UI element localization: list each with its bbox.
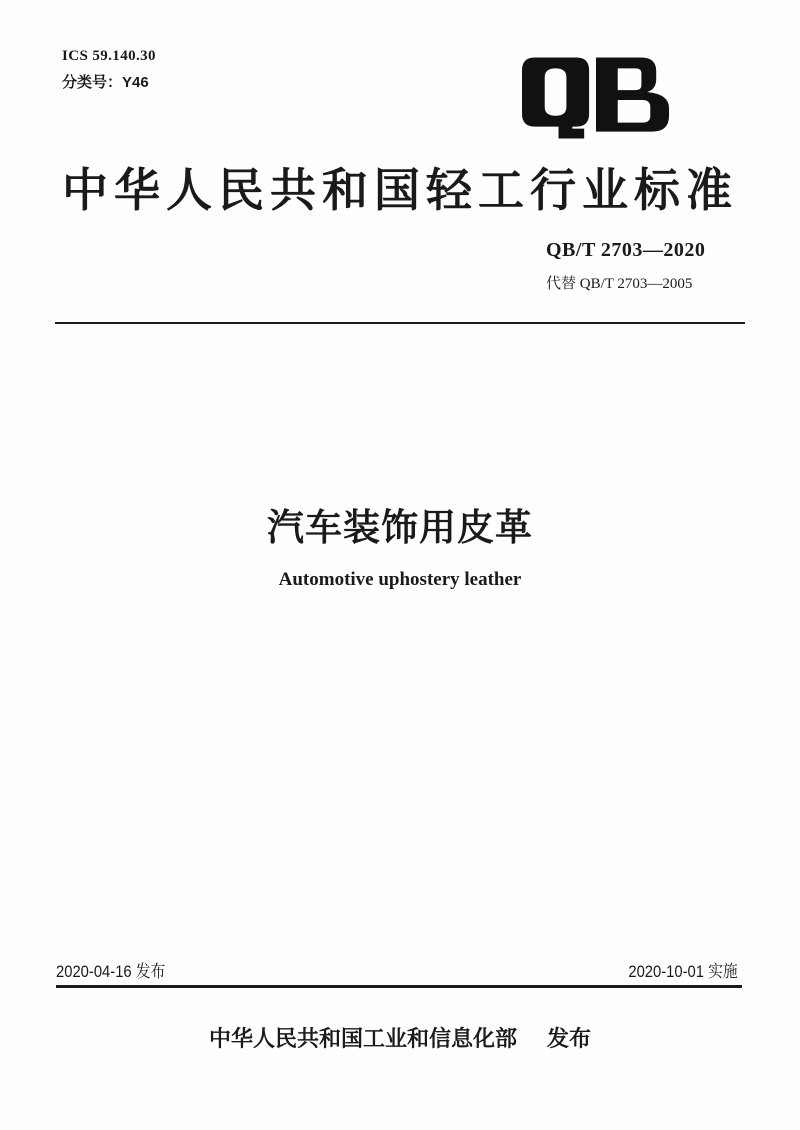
replaces-note: 代替 QB/T 2703—2005 [546, 276, 693, 292]
publisher-row [0, 1022, 800, 1053]
qb-logo [522, 57, 672, 141]
publisher-name: 中华人民共和国工业和信息化部 [208, 1026, 517, 1051]
dates-row [56, 957, 738, 982]
bottom-divider [56, 985, 742, 988]
qb-logo-text [0, 0, 1, 1]
document-title-cn: 汽车装饰用皮革 [267, 507, 533, 548]
top-divider [55, 322, 745, 324]
classification-code: 分类号：Y46 [62, 74, 149, 91]
implementation-date: 2020-10-01 实施 [628, 962, 738, 981]
standard-number-block [546, 239, 705, 293]
standard-number: QB/T 2703—2020 [546, 239, 706, 261]
ics-code: ICS 59.140.30 [62, 48, 156, 64]
standard-header-title: 中华人民共和国轻工行业标准 [62, 164, 738, 216]
issue-date: 2020-04-16 发布 [56, 962, 166, 981]
publish-action: 发布 [547, 1026, 592, 1051]
document-title-en: Automotive uphostery leather [278, 569, 522, 590]
